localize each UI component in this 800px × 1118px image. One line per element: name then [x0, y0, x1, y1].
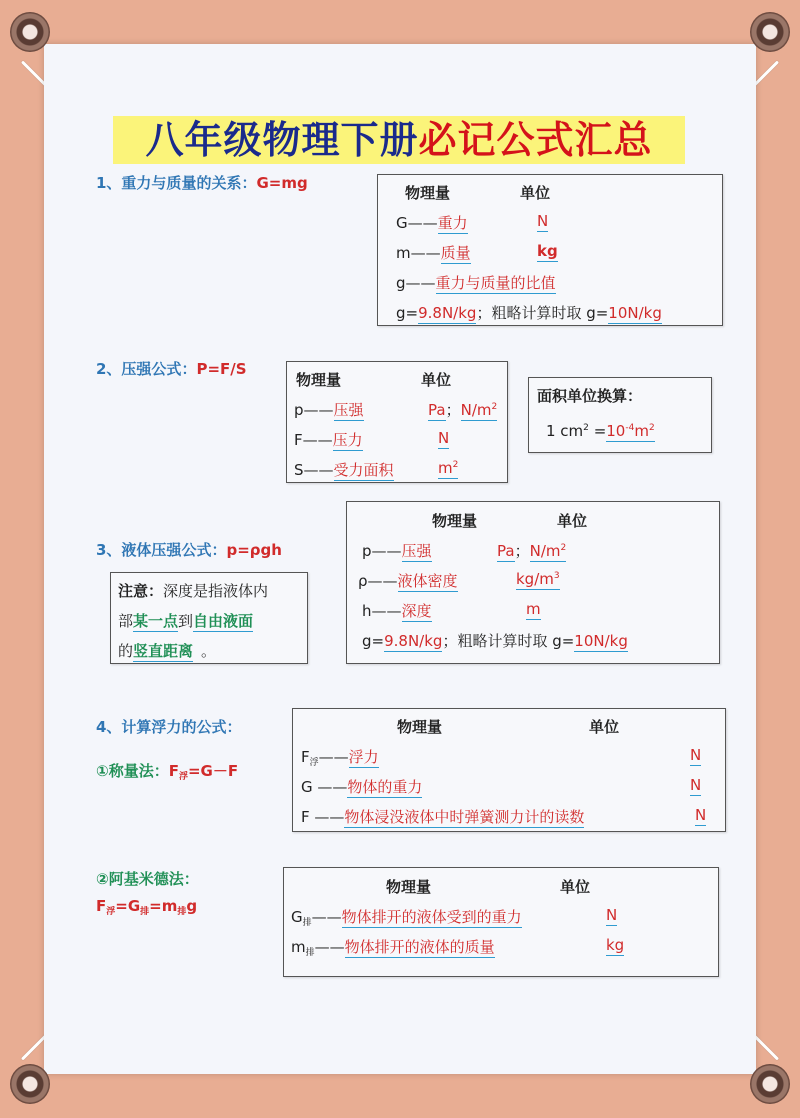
g-approx: 10N/kg — [574, 632, 628, 650]
unit: N/m — [460, 401, 492, 419]
unit: kg — [537, 242, 558, 260]
dash: —— — [367, 572, 398, 590]
header-quantity: 物理量 — [296, 371, 342, 389]
unit-cell — [438, 459, 458, 477]
section1-label: 1、重力与质量的关系： — [96, 174, 257, 192]
table-row — [294, 429, 363, 450]
method1-formula-sub: 浮 — [178, 772, 188, 782]
dash: —— — [371, 542, 402, 560]
symbol: S — [294, 461, 304, 479]
section1-title — [96, 172, 308, 193]
unit: m — [526, 600, 541, 618]
dash: —— — [302, 431, 333, 449]
g-prefix: g= — [396, 304, 419, 322]
unit: Pa — [497, 542, 515, 560]
symbol: p — [362, 542, 372, 560]
dash: —— — [410, 244, 441, 262]
symbol: G — [396, 214, 408, 232]
formula-part: F — [96, 897, 107, 915]
unit-cell — [537, 242, 558, 260]
quantity-name: 液体密度 — [397, 572, 458, 590]
symbol: G — [301, 778, 313, 796]
unit-sep: ； — [514, 542, 530, 560]
grommet-icon — [10, 12, 50, 52]
quantity-name: 压力 — [332, 431, 363, 449]
symbol: F — [301, 808, 310, 826]
conv-rhs-unit: m — [634, 422, 649, 440]
conv-lhs-sup: 2 — [583, 423, 589, 433]
table-row — [362, 600, 432, 621]
note-text: 的 — [118, 642, 134, 660]
note-highlight: 竖直距离 — [133, 642, 194, 660]
unit-sep: ； — [445, 401, 461, 419]
dash: —— — [303, 401, 334, 419]
note-text: 。 — [201, 642, 217, 660]
formula-sub: 浮 — [106, 907, 116, 917]
quantity-name: 物体浸没液体中时弹簧测力计的读数 — [344, 808, 585, 826]
unit: N — [537, 212, 549, 230]
unit-cell — [438, 429, 449, 447]
formula-part: g — [186, 897, 198, 915]
symbol-sub: 排 — [305, 948, 315, 958]
unit: kg/m — [516, 570, 554, 588]
header-unit: 单位 — [557, 512, 588, 530]
header-quantity: 物理量 — [386, 878, 432, 896]
formula-sub: 排 — [177, 907, 187, 917]
quantity-name: 质量 — [440, 244, 471, 262]
header-quantity: 物理量 — [397, 718, 443, 736]
unit: N — [438, 429, 450, 447]
quantity-name: 受力面积 — [333, 461, 394, 479]
table-row — [294, 459, 394, 480]
symbol: G — [291, 908, 303, 926]
dash: —— — [407, 214, 438, 232]
conversion-title: 面积单位换算： — [537, 387, 643, 405]
g-value-line — [362, 630, 628, 651]
section3-title — [96, 539, 282, 560]
conversion-formula — [546, 422, 655, 440]
g-value-line — [396, 302, 662, 323]
formula-part: =G — [115, 897, 141, 915]
unit-cell — [606, 936, 624, 954]
table-row — [301, 806, 584, 827]
section3-label: 3、液体压强公式： — [96, 541, 227, 559]
unit: kg — [606, 936, 625, 954]
unit-sup: 2 — [491, 402, 498, 412]
symbol: g — [396, 274, 406, 292]
conv-rhs: 10 — [606, 422, 626, 440]
unit-cell — [497, 540, 566, 561]
dash: —— — [371, 602, 402, 620]
conv-rhs-sup: -4 — [625, 423, 635, 433]
dash: —— — [314, 808, 345, 826]
unit-cell — [428, 399, 497, 420]
header-unit: 单位 — [589, 718, 620, 736]
header-quantity: 物理量 — [432, 512, 478, 530]
conv-rhs-unit-sup: 2 — [648, 423, 655, 433]
unit-sup: 3 — [553, 571, 560, 581]
dash: —— — [318, 748, 349, 766]
table-row — [291, 906, 522, 928]
note-line-3 — [118, 640, 216, 661]
g-value: 9.8N/kg — [418, 304, 477, 322]
grommet-icon — [750, 12, 790, 52]
symbol: ρ — [358, 572, 368, 590]
quantity-name: 重力与质量的比值 — [435, 274, 556, 292]
unit-cell — [690, 776, 701, 794]
unit: N/m — [529, 542, 561, 560]
method2-label: ②阿基米德法： — [96, 870, 199, 888]
table-row — [358, 570, 458, 591]
formula-part: =m — [149, 897, 178, 915]
unit: N — [695, 806, 707, 824]
note-label: 注意： — [118, 582, 164, 600]
title-part2: 必记公式汇总 — [418, 117, 653, 162]
header-unit: 单位 — [421, 371, 452, 389]
conv-lhs: 1 cm — [546, 422, 584, 440]
table-row — [301, 746, 379, 768]
unit: m — [438, 459, 453, 477]
quantity-name: 物体的重力 — [347, 778, 423, 796]
header-quantity: 物理量 — [405, 184, 451, 202]
unit: Pa — [428, 401, 446, 419]
unit-cell — [695, 806, 706, 824]
symbol: h — [362, 602, 372, 620]
unit-cell — [690, 746, 701, 764]
unit-sup: 2 — [452, 460, 459, 470]
table-row — [291, 936, 495, 958]
table-row — [396, 212, 468, 233]
g-mid: ；粗略计算时取 g= — [476, 304, 609, 322]
dash: —— — [317, 778, 348, 796]
grommet-icon — [750, 1064, 790, 1104]
section3-formula: p=ρgh — [226, 541, 282, 559]
unit: N — [690, 776, 702, 794]
quantity-name: 浮力 — [348, 748, 379, 766]
unit: N — [690, 746, 702, 764]
unit-cell — [526, 600, 541, 618]
page-title — [113, 116, 685, 164]
note-line-1 — [118, 580, 268, 601]
note-highlight: 自由液面 — [193, 612, 254, 630]
symbol: p — [294, 401, 304, 419]
section2-label: 2、压强公式： — [96, 360, 197, 378]
dash: —— — [311, 908, 342, 926]
quantity-name: 深度 — [401, 602, 432, 620]
title-part1: 八年级物理下册 — [145, 117, 419, 162]
table-row — [301, 776, 422, 797]
method2-formula — [96, 897, 197, 917]
method1-formula: =G－F — [187, 762, 239, 780]
table-row — [362, 540, 432, 561]
symbol: F — [301, 748, 310, 766]
table-row — [396, 242, 471, 263]
section2-title — [96, 358, 247, 379]
header-unit: 单位 — [520, 184, 551, 202]
symbol: m — [396, 244, 411, 262]
note-highlight: 某一点 — [133, 612, 179, 630]
method1-line — [96, 760, 238, 782]
method1-label: ①称量法： — [96, 762, 169, 780]
section4-title: 4、计算浮力的公式： — [96, 718, 242, 736]
grommet-icon — [10, 1064, 50, 1104]
unit: N — [606, 906, 618, 924]
conv-eq: = — [593, 422, 607, 440]
g-value: 9.8N/kg — [384, 632, 443, 650]
quantity-name: 压强 — [401, 542, 432, 560]
unit-cell — [537, 212, 548, 230]
unit-cell — [516, 570, 560, 588]
header-unit: 单位 — [560, 878, 591, 896]
symbol: m — [291, 938, 306, 956]
note-text: 部 — [118, 612, 134, 630]
quantity-name: 重力 — [437, 214, 468, 232]
note-text: 到 — [178, 612, 194, 630]
unit-sup: 2 — [560, 543, 567, 553]
quantity-name: 物体排开的液体受到的重力 — [341, 908, 522, 926]
g-mid: ；粗略计算时取 g= — [442, 632, 575, 650]
section1-formula: G=mg — [256, 174, 308, 192]
symbol-sub: 浮 — [309, 758, 319, 768]
note-text: 深度是指液体内 — [163, 582, 269, 600]
dash: —— — [303, 461, 334, 479]
section2-formula: P=F/S — [196, 360, 247, 378]
table-row — [396, 272, 556, 293]
dash: —— — [405, 274, 436, 292]
method1-formula: F — [168, 762, 179, 780]
quantity-name: 物体排开的液体的质量 — [344, 938, 495, 956]
table-row — [294, 399, 364, 420]
quantity-name: 压强 — [333, 401, 364, 419]
g-approx: 10N/kg — [608, 304, 662, 322]
note-line-2 — [118, 610, 253, 631]
formula-sub: 排 — [140, 907, 150, 917]
dash: —— — [314, 938, 345, 956]
g-prefix: g= — [362, 632, 385, 650]
unit-cell — [606, 906, 617, 924]
symbol-sub: 排 — [302, 918, 312, 928]
symbol: F — [294, 431, 303, 449]
